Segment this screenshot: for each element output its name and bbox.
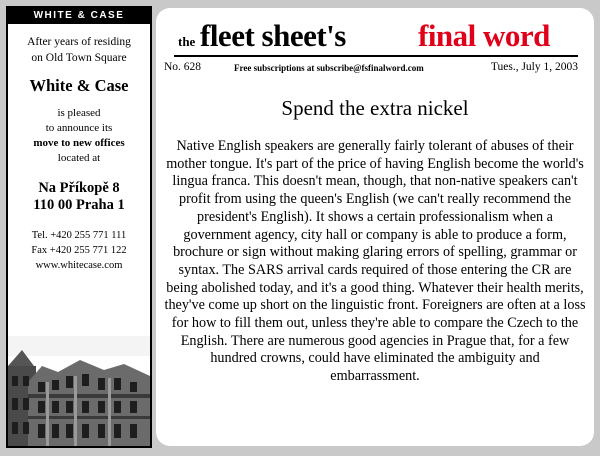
- ad-announcement: [8, 106, 150, 166]
- newsletter-card: [156, 8, 594, 446]
- issue-date: Tues., July 1, 2003: [490, 61, 578, 73]
- masthead-rule: [174, 55, 578, 57]
- masthead-fleet-sheets: fleet sheet's: [200, 18, 346, 53]
- building-photo: [8, 336, 150, 446]
- subscription-link[interactable]: Free subscriptions at subscribe@fsfinalword.com: [234, 63, 424, 73]
- ad-brand-bar: WHITE & CASE: [8, 8, 150, 24]
- masthead-final-word: final word: [418, 18, 550, 53]
- ad-contact: [8, 228, 150, 273]
- issue-number: No. 628: [164, 61, 202, 73]
- ad-ann-line-1: is pleased: [57, 107, 101, 119]
- ad-ann-line-3: move to new offices: [33, 137, 125, 149]
- ad-address-line-1: Na Příkopě 8: [38, 180, 120, 196]
- masthead: [156, 8, 594, 64]
- ad-ann-line-4: located at: [57, 152, 101, 164]
- ad-intro-line-1: After years of residing: [27, 36, 131, 48]
- ad-fax: Fax +420 255 771 122: [31, 245, 127, 256]
- masthead-the: the: [178, 34, 196, 49]
- ad-tel: Tel. +420 255 771 111: [31, 230, 127, 241]
- ad-address: [8, 180, 150, 214]
- ad-website: www.whitecase.com: [35, 260, 123, 271]
- white-case-advertisement[interactable]: [6, 6, 152, 448]
- article-body: Native English speakers are generally fairly tolerant of abuses of their mother tongue. It's part of the price of having English become the world's lingua franca. This doesn't mean, though, that non-native speakers can't profit from using the queen's English (we can't really recommend the president's English). It shows a certain professionalism when a government agency, city hall or company is able to produce a form, brochure or sign without making glaring errors of spelling, grammar or syntax. The SARS arrival cards required of those entering the CR are being abolished today, and it's a good thing. Whatever their health merits, they've come up short on the linguistic front. Foreigners are often at a loss for how to fill them out, unless they're able to compare the Czech to the English. There are numerous good agencies in Prague that, for a few hundred crowns, could have eliminated the ambiguity and embarrassment.: [164, 138, 586, 385]
- ad-intro: [8, 34, 150, 66]
- ad-ann-line-2: to announce its: [45, 122, 113, 134]
- ad-address-line-2: 110 00 Praha 1: [33, 197, 125, 213]
- ad-firm-name: White & Case: [29, 76, 129, 95]
- article-headline: Spend the extra nickel: [281, 96, 469, 120]
- ad-intro-line-2: on Old Town Square: [31, 52, 127, 64]
